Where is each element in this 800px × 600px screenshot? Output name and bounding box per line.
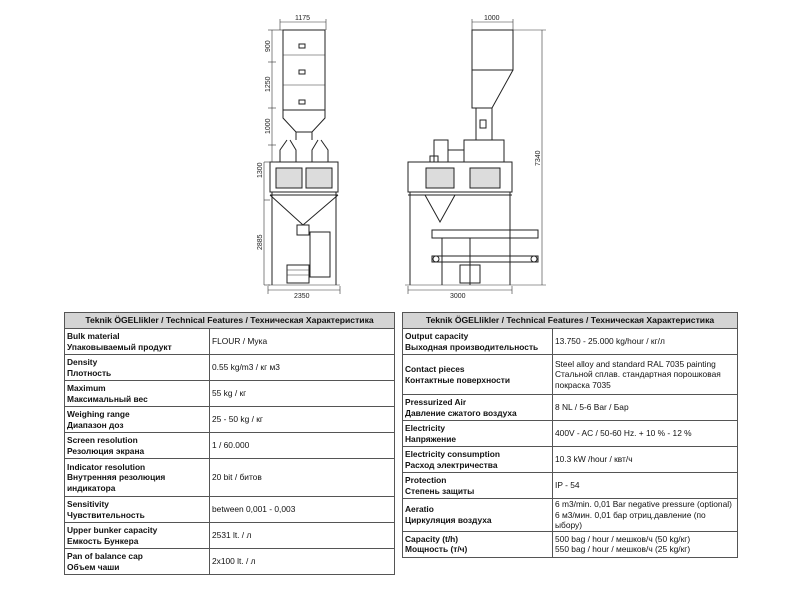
table-row [403,473,738,499]
row-label: Bulk material Упаковываемый продукт [65,329,210,355]
technical-features-table-left [64,312,395,575]
row-value: 8 NL / 5-6 Bar / Бар [553,395,738,421]
row-label: Maximum Максимальный вес [65,381,210,407]
row-value: 2531 lt. / л [210,523,395,549]
front-view-drawing [257,15,340,300]
technical-features-table-right [402,312,738,558]
table-row [403,355,738,395]
row-value: 20 bit / битов [210,459,395,497]
table-header: Teknik ÖGELlikler / Technical Features / Техническая Характеристика [65,313,395,329]
table-row [65,459,395,497]
table-header-row [65,313,395,329]
row-value: IP - 54 [553,473,738,499]
dim-top-right: 1000 [484,15,500,22]
row-label: Electricity consumption Расход электричества [403,447,553,473]
table-row [65,329,395,355]
dim-bottom-right: 3000 [450,293,466,300]
dim-seg3: 1000 [265,118,272,134]
table-row [403,499,738,532]
row-label: Upper bunker capacity Емкость Бункера [65,523,210,549]
row-value: 6 m3/min. 0,01 Bar negative pressure (optional) 6 м3/мин. 0,01 бар отриц.давление (по ыбору) [553,499,738,532]
table-row [403,395,738,421]
dim-seg2: 1250 [265,76,272,92]
table-row [403,531,738,557]
row-label: Contact pieces Контактные поверхности [403,355,553,395]
dim-seg5: 2885 [257,234,264,250]
row-label: Electricity Напряжение [403,421,553,447]
row-label: Indicator resolution Внутренняя резолюция индикатора [65,459,210,497]
dim-height-right: 7340 [535,150,542,166]
table-row [403,447,738,473]
row-label: Sensitivity Чувствительность [65,497,210,523]
row-value: Steel alloy and standard RAL 7035 painting Стальной сплав. стандартная порошковая покраска 7035 [553,355,738,395]
dim-top-left: 1175 [295,15,311,22]
row-value: 2x100 lt. / л [210,549,395,575]
row-label: Protection Степень защиты [403,473,553,499]
table-row [403,421,738,447]
row-value: 55 kg / кг [210,381,395,407]
row-label: Aeratio Циркуляция воздуха [403,499,553,532]
dim-bottom-left: 2350 [294,293,310,300]
table-row [65,355,395,381]
table-header-row [403,313,738,329]
table-row [65,497,395,523]
row-label: Weighing range Диапазон доз [65,407,210,433]
row-value: 13.750 - 25.000 kg/hour / кг/л [553,329,738,355]
row-label: Pan of balance cap Объем чаши [65,549,210,575]
row-label: Density Плотность [65,355,210,381]
row-label: Pressurized Air Давление сжатого воздуха [403,395,553,421]
table-row [65,433,395,459]
row-value: 500 bag / hour / мешков/ч (50 kg/кг) 550 bag / hour / мешков/ч (25 kg/кг) [553,531,738,557]
row-label: Screen resolution Резолюция экрана [65,433,210,459]
row-value: 0.55 kg/m3 / кг м3 [210,355,395,381]
side-view-drawing [405,15,546,300]
row-label: Output capacity Выходная производительность [403,329,553,355]
table-row [65,407,395,433]
row-label: Capacity (t/h) Мощность (т/ч) [403,531,553,557]
dim-seg1: 900 [265,40,272,52]
row-value: between 0,001 - 0,003 [210,497,395,523]
dim-seg4: 1300 [257,162,264,178]
row-value: 10.3 kW /hour / квт/ч [553,447,738,473]
table-row [65,523,395,549]
row-value: FLOUR / Мука [210,329,395,355]
row-value: 1 / 60.000 [210,433,395,459]
table-row [65,549,395,575]
table-row [65,381,395,407]
table-row [403,329,738,355]
row-value: 400V - AC / 50-60 Hz. + 10 % - 12 % [553,421,738,447]
table-header: Teknik ÖGELlikler / Technical Features / Техническая Характеристика [403,313,738,329]
row-value: 25 - 50 kg / кг [210,407,395,433]
